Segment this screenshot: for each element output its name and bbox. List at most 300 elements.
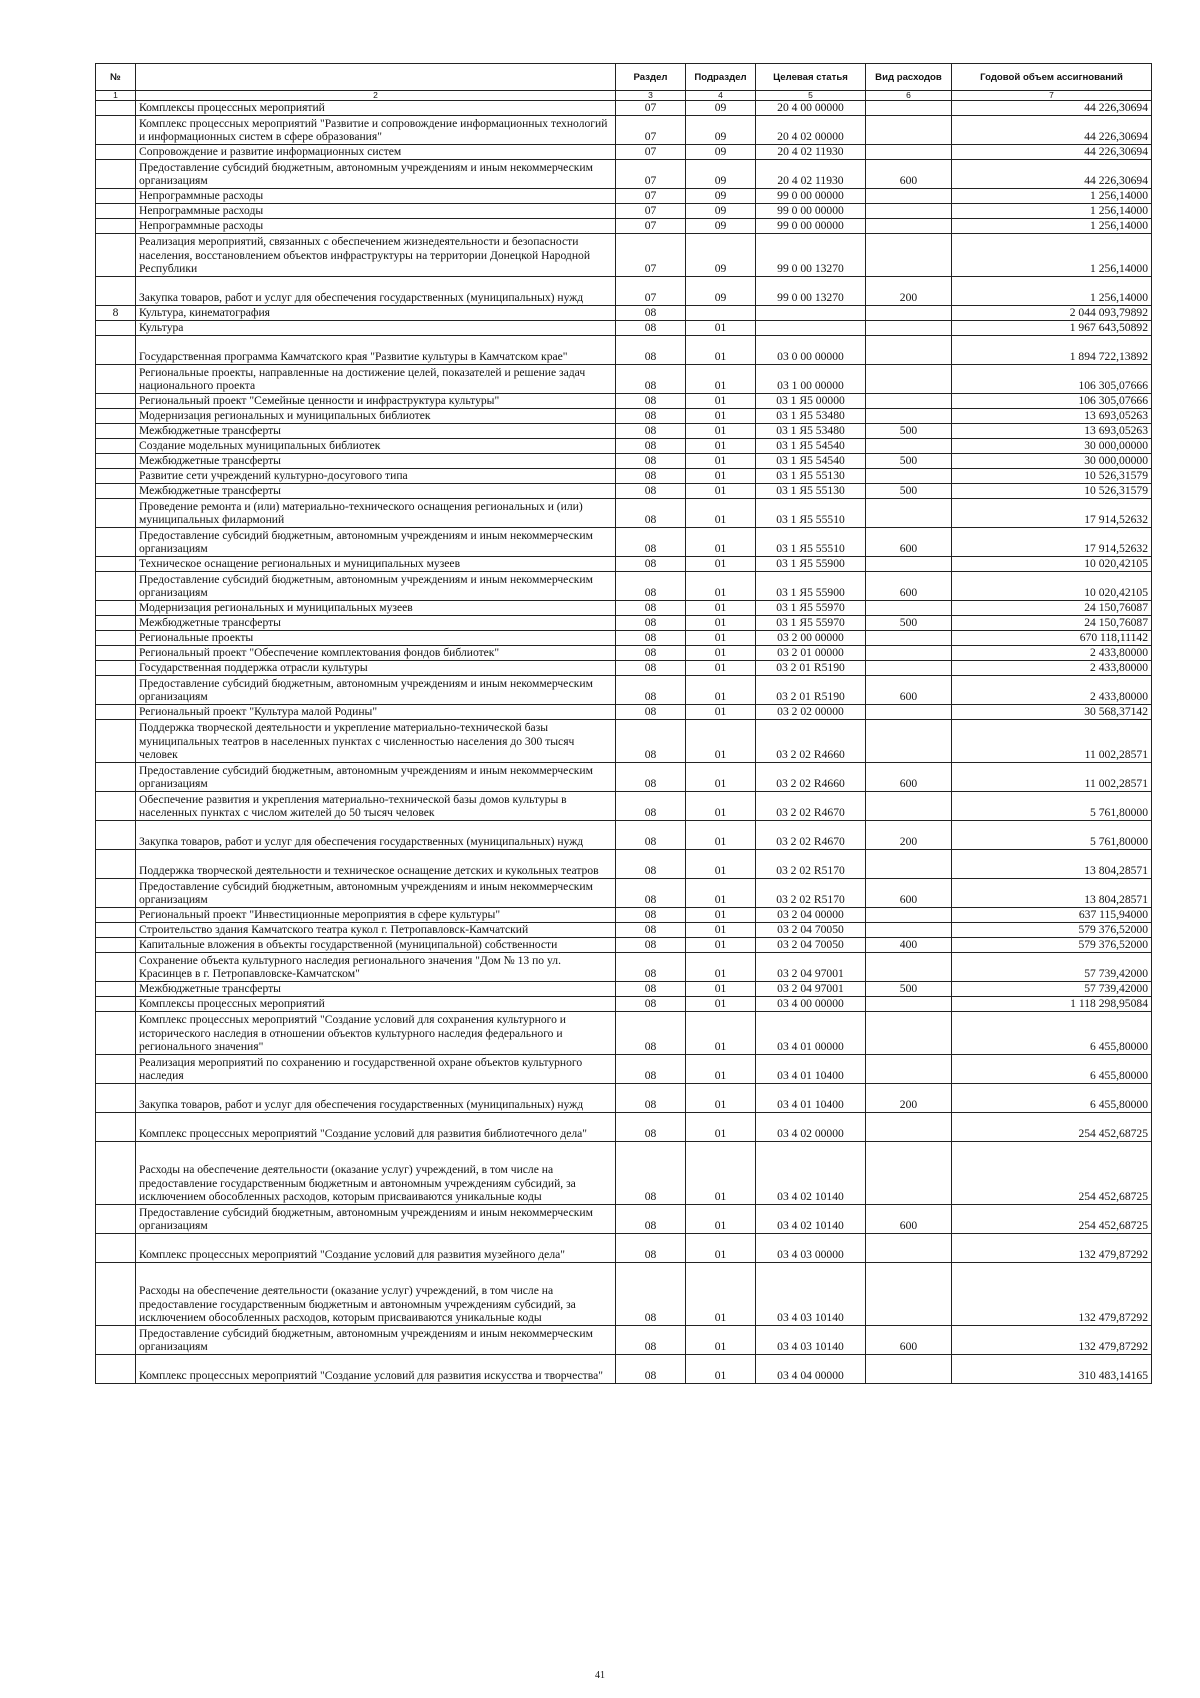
row-name-cell: Проведение ремонта и (или) материально-технического оснащения региональных и (или) муниципальных филармоний: [136, 499, 616, 528]
header-num: №: [96, 64, 136, 91]
row-section-cell: 07: [616, 204, 686, 219]
row-section-cell: 08: [616, 821, 686, 850]
table-row: [96, 160, 1152, 189]
row-amount-cell: 13 804,28571: [952, 850, 1152, 879]
row-name-cell: Капитальные вложения в объекты государственной (муниципальной) собственности: [136, 938, 616, 953]
row-subsection-cell: 09: [686, 189, 756, 204]
row-number-cell: [96, 720, 136, 763]
row-expense-type-cell: [866, 953, 952, 982]
row-subsection-cell: 09: [686, 219, 756, 234]
row-amount-cell: 254 452,68725: [952, 1205, 1152, 1234]
table-row: [96, 1326, 1152, 1355]
row-expense-type-cell: 200: [866, 1084, 952, 1113]
row-section-cell: 07: [616, 116, 686, 145]
row-amount-cell: 2 433,80000: [952, 661, 1152, 676]
row-amount-cell: 579 376,52000: [952, 923, 1152, 938]
table-row: [96, 1012, 1152, 1055]
row-name-cell: Комплекс процессных мероприятий "Развитие и сопровождение информационных технологий и информационных систем в сфере образования": [136, 116, 616, 145]
row-section-cell: 08: [616, 923, 686, 938]
row-section-cell: 08: [616, 424, 686, 439]
row-name-cell: Создание модельных муниципальных библиотек: [136, 439, 616, 454]
row-subsection-cell: 01: [686, 572, 756, 601]
row-expense-type-cell: [866, 204, 952, 219]
row-amount-cell: 10 020,42105: [952, 572, 1152, 601]
row-amount-cell: 106 305,07666: [952, 394, 1152, 409]
row-amount-cell: 6 455,80000: [952, 1084, 1152, 1113]
table-row: [96, 499, 1152, 528]
table-row: [96, 557, 1152, 572]
row-name-cell: Реализация мероприятий по сохранению и государственной охране объектов культурного наследия: [136, 1055, 616, 1084]
row-subsection-cell: 09: [686, 145, 756, 160]
row-number-cell: [96, 219, 136, 234]
row-expense-type-cell: [866, 1263, 952, 1326]
table-row: [96, 923, 1152, 938]
row-subsection-cell: 09: [686, 116, 756, 145]
row-section-cell: 08: [616, 572, 686, 601]
row-section-cell: 08: [616, 528, 686, 557]
row-target-cell: 03 4 03 10140: [756, 1326, 866, 1355]
row-number-cell: [96, 557, 136, 572]
table-row: [96, 850, 1152, 879]
row-amount-cell: 5 761,80000: [952, 821, 1152, 850]
row-number-cell: [96, 234, 136, 277]
row-number-cell: [96, 1355, 136, 1384]
row-number-cell: [96, 923, 136, 938]
row-name-cell: Региональные проекты, направленные на достижение целей, показателей и решение задач национального проекта: [136, 365, 616, 394]
row-name-cell: Комплексы процессных мероприятий: [136, 101, 616, 116]
row-name-cell: Предоставление субсидий бюджетным, автономным учреждениям и иным некоммерческим организациям: [136, 1326, 616, 1355]
row-subsection-cell: 01: [686, 938, 756, 953]
row-target-cell: 20 4 02 11930: [756, 145, 866, 160]
row-subsection-cell: 01: [686, 1142, 756, 1205]
row-number-cell: [96, 953, 136, 982]
table-row: [96, 189, 1152, 204]
row-subsection-cell: 01: [686, 997, 756, 1012]
row-target-cell: 03 1 Я5 54540: [756, 439, 866, 454]
row-section-cell: 07: [616, 189, 686, 204]
table-row: [96, 277, 1152, 306]
row-subsection-cell: 09: [686, 160, 756, 189]
row-number-cell: [96, 997, 136, 1012]
row-subsection-cell: 01: [686, 982, 756, 997]
row-target-cell: 03 2 02 R4670: [756, 792, 866, 821]
row-number-cell: [96, 661, 136, 676]
row-amount-cell: 11 002,28571: [952, 720, 1152, 763]
row-expense-type-cell: [866, 1055, 952, 1084]
row-target-cell: 99 0 00 13270: [756, 234, 866, 277]
row-section-cell: 08: [616, 409, 686, 424]
row-amount-cell: 132 479,87292: [952, 1263, 1152, 1326]
row-amount-cell: 44 226,30694: [952, 116, 1152, 145]
row-target-cell: 03 2 02 R5170: [756, 850, 866, 879]
row-target-cell: 03 4 01 10400: [756, 1055, 866, 1084]
row-section-cell: 08: [616, 499, 686, 528]
row-target-cell: 03 2 04 97001: [756, 953, 866, 982]
row-number-cell: [96, 792, 136, 821]
row-expense-type-cell: [866, 219, 952, 234]
row-subsection-cell: 01: [686, 616, 756, 631]
row-section-cell: 08: [616, 1113, 686, 1142]
row-subsection-cell: 01: [686, 336, 756, 365]
row-expense-type-cell: [866, 499, 952, 528]
row-section-cell: 08: [616, 850, 686, 879]
table-row: [96, 938, 1152, 953]
row-section-cell: 08: [616, 676, 686, 705]
row-target-cell: 03 2 04 70050: [756, 923, 866, 938]
row-number-cell: [96, 616, 136, 631]
row-amount-cell: 24 150,76087: [952, 601, 1152, 616]
row-number-cell: [96, 336, 136, 365]
row-section-cell: 08: [616, 982, 686, 997]
row-name-cell: Реализация мероприятий, связанных с обеспечением жизнедеятельности и безопасности населения, восстановлением объектов инфраструктуры на территории Донецкой Народной Республики: [136, 234, 616, 277]
row-name-cell: Предоставление субсидий бюджетным, автономным учреждениям и иным некоммерческим организациям: [136, 572, 616, 601]
row-amount-cell: 30 000,00000: [952, 454, 1152, 469]
row-expense-type-cell: 600: [866, 1326, 952, 1355]
row-number-cell: [96, 424, 136, 439]
row-name-cell: Сопровождение и развитие информационных систем: [136, 145, 616, 160]
row-amount-cell: 1 894 722,13892: [952, 336, 1152, 365]
row-name-cell: Комплекс процессных мероприятий "Создание условий для развития искусства и творчества": [136, 1355, 616, 1384]
row-expense-type-cell: [866, 1355, 952, 1384]
row-subsection-cell: 01: [686, 439, 756, 454]
table-row: [96, 676, 1152, 705]
row-amount-cell: 6 455,80000: [952, 1055, 1152, 1084]
row-section-cell: 08: [616, 1012, 686, 1055]
row-amount-cell: 10 020,42105: [952, 557, 1152, 572]
row-subsection-cell: 01: [686, 484, 756, 499]
row-subsection-cell: 01: [686, 1205, 756, 1234]
row-number-cell: [96, 409, 136, 424]
row-expense-type-cell: [866, 850, 952, 879]
row-number-cell: [96, 454, 136, 469]
row-section-cell: 07: [616, 101, 686, 116]
row-number-cell: [96, 572, 136, 601]
row-expense-type-cell: [866, 646, 952, 661]
table-row: [96, 454, 1152, 469]
row-section-cell: 08: [616, 454, 686, 469]
row-target-cell: 03 1 Я5 53480: [756, 424, 866, 439]
row-section-cell: 07: [616, 145, 686, 160]
column-number: 1: [96, 91, 136, 101]
budget-table: [95, 63, 1152, 1384]
row-section-cell: 08: [616, 646, 686, 661]
row-section-cell: 07: [616, 219, 686, 234]
table-row: [96, 1055, 1152, 1084]
row-expense-type-cell: [866, 439, 952, 454]
row-subsection-cell: 01: [686, 908, 756, 923]
row-target-cell: 99 0 00 13270: [756, 277, 866, 306]
row-section-cell: 08: [616, 879, 686, 908]
row-target-cell: 03 1 Я5 55970: [756, 601, 866, 616]
row-subsection-cell: 01: [686, 1113, 756, 1142]
row-expense-type-cell: [866, 720, 952, 763]
row-number-cell: [96, 484, 136, 499]
table-row: [96, 705, 1152, 720]
row-name-cell: Строительство здания Камчатского театра кукол г. Петропавловск-Камчатский: [136, 923, 616, 938]
row-expense-type-cell: [866, 923, 952, 938]
table-row: [96, 365, 1152, 394]
row-number-cell: [96, 821, 136, 850]
column-number: 4: [686, 91, 756, 101]
row-section-cell: 08: [616, 439, 686, 454]
row-section-cell: 08: [616, 1234, 686, 1263]
row-subsection-cell: 01: [686, 409, 756, 424]
row-amount-cell: 13 804,28571: [952, 879, 1152, 908]
row-amount-cell: 2 433,80000: [952, 646, 1152, 661]
row-amount-cell: 310 483,14165: [952, 1355, 1152, 1384]
row-number-cell: [96, 1205, 136, 1234]
row-amount-cell: 254 452,68725: [952, 1113, 1152, 1142]
row-expense-type-cell: [866, 394, 952, 409]
row-subsection-cell: 01: [686, 661, 756, 676]
row-name-cell: Межбюджетные трансферты: [136, 454, 616, 469]
row-expense-type-cell: [866, 469, 952, 484]
row-name-cell: Расходы на обеспечение деятельности (оказание услуг) учреждений, в том числе на предоставление государственным бюджетным и автономным учреждениям субсидий, за исключением обособленных расходов, которым присваиваются уникальные коды: [136, 1142, 616, 1205]
row-name-cell: Региональные проекты: [136, 631, 616, 646]
row-target-cell: 03 2 02 R5170: [756, 879, 866, 908]
row-subsection-cell: 01: [686, 792, 756, 821]
row-subsection-cell: 01: [686, 557, 756, 572]
row-amount-cell: 30 568,37142: [952, 705, 1152, 720]
row-number-cell: [96, 101, 136, 116]
row-name-cell: Модернизация региональных и муниципальных библиотек: [136, 409, 616, 424]
row-number-cell: [96, 1234, 136, 1263]
row-name-cell: Предоставление субсидий бюджетным, автономным учреждениям и иным некоммерческим организациям: [136, 1205, 616, 1234]
row-number-cell: [96, 850, 136, 879]
table-row: [96, 439, 1152, 454]
row-number-cell: [96, 879, 136, 908]
row-target-cell: 03 2 02 R4660: [756, 720, 866, 763]
row-expense-type-cell: [866, 792, 952, 821]
row-number-cell: [96, 528, 136, 557]
table-row: [96, 631, 1152, 646]
row-subsection-cell: 01: [686, 601, 756, 616]
row-target-cell: 03 1 Я5 54540: [756, 454, 866, 469]
row-section-cell: 07: [616, 234, 686, 277]
row-name-cell: Предоставление субсидий бюджетным, автономным учреждениям и иным некоммерческим организациям: [136, 676, 616, 705]
column-number: 7: [952, 91, 1152, 101]
column-number: 2: [136, 91, 616, 101]
row-target-cell: 03 2 04 70050: [756, 938, 866, 953]
row-amount-cell: 1 118 298,95084: [952, 997, 1152, 1012]
row-subsection-cell: 01: [686, 646, 756, 661]
row-name-cell: Закупка товаров, работ и услуг для обеспечения государственных (муниципальных) нужд: [136, 821, 616, 850]
row-expense-type-cell: [866, 116, 952, 145]
row-amount-cell: 5 761,80000: [952, 792, 1152, 821]
table-row: [96, 1084, 1152, 1113]
row-target-cell: 03 4 02 10140: [756, 1142, 866, 1205]
document-page: [95, 63, 1151, 1384]
row-target-cell: 20 4 02 00000: [756, 116, 866, 145]
row-expense-type-cell: [866, 234, 952, 277]
row-expense-type-cell: 200: [866, 277, 952, 306]
row-amount-cell: 1 256,14000: [952, 189, 1152, 204]
row-expense-type-cell: [866, 306, 952, 321]
row-section-cell: 08: [616, 908, 686, 923]
row-expense-type-cell: 600: [866, 676, 952, 705]
row-name-cell: Межбюджетные трансферты: [136, 982, 616, 997]
row-subsection-cell: 01: [686, 1355, 756, 1384]
row-target-cell: 03 4 02 10140: [756, 1205, 866, 1234]
table-row: [96, 1355, 1152, 1384]
table-row: [96, 616, 1152, 631]
header-subsection: Подраздел: [686, 64, 756, 91]
row-subsection-cell: 01: [686, 1012, 756, 1055]
table-row: [96, 1263, 1152, 1326]
row-number-cell: [96, 938, 136, 953]
row-name-cell: Непрограммные расходы: [136, 219, 616, 234]
row-subsection-cell: 01: [686, 499, 756, 528]
table-row: [96, 1234, 1152, 1263]
row-section-cell: 08: [616, 631, 686, 646]
row-number-cell: [96, 439, 136, 454]
row-expense-type-cell: [866, 601, 952, 616]
row-section-cell: 08: [616, 763, 686, 792]
row-section-cell: 07: [616, 277, 686, 306]
row-target-cell: 03 1 Я5 53480: [756, 409, 866, 424]
row-expense-type-cell: 600: [866, 160, 952, 189]
table-row: [96, 306, 1152, 321]
row-section-cell: 08: [616, 938, 686, 953]
row-subsection-cell: 01: [686, 631, 756, 646]
row-subsection-cell: [686, 306, 756, 321]
row-name-cell: Поддержка творческой деятельности и укрепление материально-технической базы муниципальных театров в населенных пунктах с численностью населения до 300 тысяч человек: [136, 720, 616, 763]
row-name-cell: Закупка товаров, работ и услуг для обеспечения государственных (муниципальных) нужд: [136, 1084, 616, 1113]
header-amount: Годовой объем ассигнований: [952, 64, 1152, 91]
table-row: [96, 879, 1152, 908]
table-row: [96, 424, 1152, 439]
row-subsection-cell: 09: [686, 277, 756, 306]
row-target-cell: 03 4 01 10400: [756, 1084, 866, 1113]
row-subsection-cell: 01: [686, 705, 756, 720]
row-name-cell: Комплексы процессных мероприятий: [136, 997, 616, 1012]
row-subsection-cell: 01: [686, 454, 756, 469]
header-target: Целевая статья: [756, 64, 866, 91]
row-name-cell: Культура, кинематография: [136, 306, 616, 321]
row-expense-type-cell: [866, 145, 952, 160]
header-name: [136, 64, 616, 91]
row-name-cell: Предоставление субсидий бюджетным, автономным учреждениям и иным некоммерческим организациям: [136, 160, 616, 189]
row-amount-cell: 10 526,31579: [952, 469, 1152, 484]
row-number-cell: [96, 1263, 136, 1326]
row-section-cell: 08: [616, 616, 686, 631]
row-name-cell: Региональный проект "Обеспечение комплектования фондов библиотек": [136, 646, 616, 661]
row-name-cell: Предоставление субсидий бюджетным, автономным учреждениям и иным некоммерческим организациям: [136, 528, 616, 557]
row-section-cell: 08: [616, 469, 686, 484]
row-subsection-cell: 01: [686, 763, 756, 792]
column-number: 5: [756, 91, 866, 101]
row-target-cell: 03 2 01 R5190: [756, 676, 866, 705]
row-section-cell: 08: [616, 792, 686, 821]
row-name-cell: Комплекс процессных мероприятий "Создание условий для сохранения культурного и исторического наследия в отношении объектов культурного наследия федерального и регионального значения": [136, 1012, 616, 1055]
table-row: [96, 336, 1152, 365]
table-row: [96, 720, 1152, 763]
row-expense-type-cell: 400: [866, 938, 952, 953]
table-row: [96, 1142, 1152, 1205]
table-row: [96, 394, 1152, 409]
table-row: [96, 528, 1152, 557]
row-section-cell: 08: [616, 1084, 686, 1113]
row-number-cell: [96, 982, 136, 997]
row-target-cell: 03 1 00 00000: [756, 365, 866, 394]
row-number-cell: [96, 160, 136, 189]
row-amount-cell: 2 433,80000: [952, 676, 1152, 705]
row-expense-type-cell: [866, 336, 952, 365]
row-amount-cell: 17 914,52632: [952, 499, 1152, 528]
row-expense-type-cell: [866, 1012, 952, 1055]
row-target-cell: 03 1 Я5 55510: [756, 528, 866, 557]
table-row: [96, 601, 1152, 616]
row-target-cell: 03 4 03 10140: [756, 1263, 866, 1326]
page-number: 41: [595, 1670, 605, 1681]
table-row: [96, 953, 1152, 982]
row-amount-cell: 10 526,31579: [952, 484, 1152, 499]
table-row: [96, 145, 1152, 160]
table-row: [96, 763, 1152, 792]
row-target-cell: 03 1 Я5 55510: [756, 499, 866, 528]
row-amount-cell: 24 150,76087: [952, 616, 1152, 631]
row-target-cell: 20 4 00 00000: [756, 101, 866, 116]
row-amount-cell: 57 739,42000: [952, 953, 1152, 982]
row-expense-type-cell: 600: [866, 572, 952, 601]
row-name-cell: Расходы на обеспечение деятельности (оказание услуг) учреждений, в том числе на предоставление государственным бюджетным и автономным учреждениям субсидий, за исключением обособленных расходов, которым присваиваются уникальные коды: [136, 1263, 616, 1326]
row-section-cell: 08: [616, 953, 686, 982]
table-row: [96, 234, 1152, 277]
row-target-cell: 03 2 02 R4670: [756, 821, 866, 850]
row-target-cell: 03 1 Я5 00000: [756, 394, 866, 409]
table-row: [96, 908, 1152, 923]
row-name-cell: Закупка товаров, работ и услуг для обеспечения государственных (муниципальных) нужд: [136, 277, 616, 306]
row-amount-cell: 637 115,94000: [952, 908, 1152, 923]
row-number-cell: [96, 145, 136, 160]
row-expense-type-cell: 500: [866, 982, 952, 997]
row-number-cell: [96, 277, 136, 306]
column-number: 3: [616, 91, 686, 101]
row-expense-type-cell: [866, 661, 952, 676]
row-name-cell: Региональный проект "Семейные ценности и инфраструктура культуры": [136, 394, 616, 409]
row-subsection-cell: 09: [686, 204, 756, 219]
row-target-cell: 03 2 04 00000: [756, 908, 866, 923]
table-row: [96, 821, 1152, 850]
row-name-cell: Государственная программа Камчатского края "Развитие культуры в Камчатском крае": [136, 336, 616, 365]
row-number-cell: [96, 189, 136, 204]
row-amount-cell: 44 226,30694: [952, 145, 1152, 160]
row-expense-type-cell: [866, 189, 952, 204]
row-name-cell: Непрограммные расходы: [136, 189, 616, 204]
row-section-cell: 08: [616, 720, 686, 763]
row-section-cell: 08: [616, 705, 686, 720]
row-subsection-cell: 01: [686, 1234, 756, 1263]
row-amount-cell: 106 305,07666: [952, 365, 1152, 394]
row-section-cell: 08: [616, 321, 686, 336]
row-target-cell: 03 4 00 00000: [756, 997, 866, 1012]
header-section: Раздел: [616, 64, 686, 91]
row-name-cell: Предоставление субсидий бюджетным, автономным учреждениям и иным некоммерческим организациям: [136, 879, 616, 908]
row-amount-cell: 6 455,80000: [952, 1012, 1152, 1055]
row-number-cell: [96, 1142, 136, 1205]
row-subsection-cell: 01: [686, 424, 756, 439]
row-expense-type-cell: 500: [866, 424, 952, 439]
row-expense-type-cell: 200: [866, 821, 952, 850]
row-target-cell: 99 0 00 00000: [756, 189, 866, 204]
row-subsection-cell: 01: [686, 821, 756, 850]
column-number: 6: [866, 91, 952, 101]
row-number-cell: [96, 116, 136, 145]
row-subsection-cell: 01: [686, 1084, 756, 1113]
row-expense-type-cell: [866, 1142, 952, 1205]
table-row: [96, 321, 1152, 336]
row-section-cell: 08: [616, 1055, 686, 1084]
